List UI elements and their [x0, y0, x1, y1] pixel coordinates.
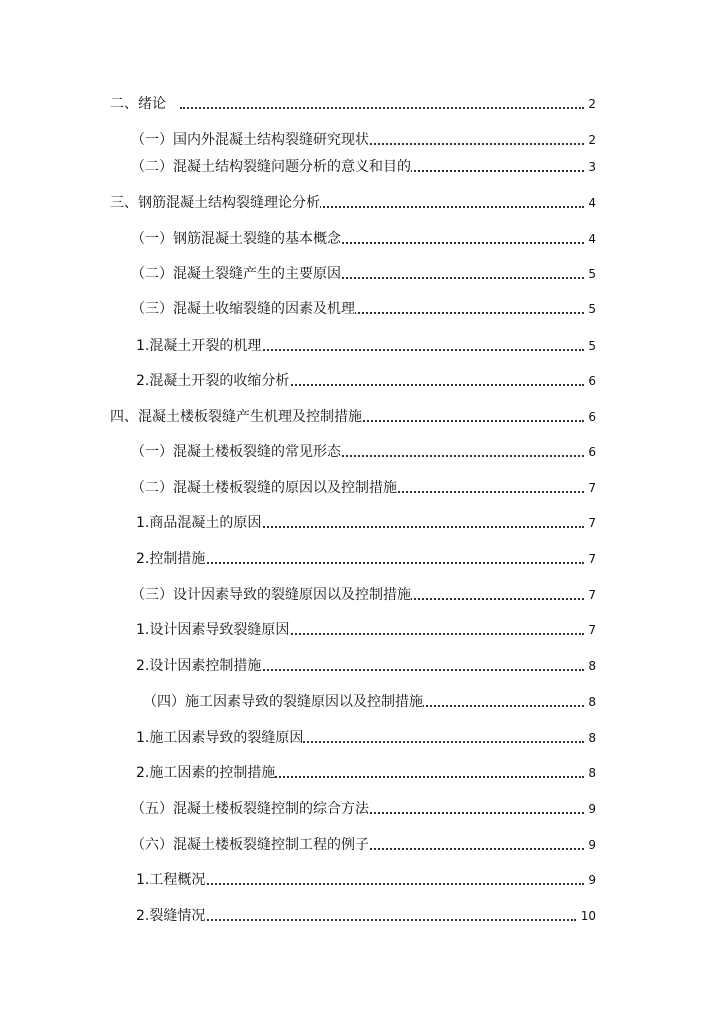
toc-entry-title: 三、钢筋混凝土结构裂缝理论分析: [110, 191, 320, 215]
toc-entry-page: 4: [588, 191, 596, 215]
toc-entry-title: 1.混凝土开裂的机理: [136, 334, 261, 358]
dot-leader: [180, 107, 584, 109]
toc-entry-page: 6: [588, 405, 596, 429]
toc-entry[interactable]: [0, 690, 724, 714]
toc-entry[interactable]: [0, 761, 724, 785]
toc-entry-title: 1.设计因素导致裂缝原因: [136, 618, 289, 642]
toc-entry-page: 8: [588, 690, 596, 714]
dot-leader: [200, 562, 584, 564]
toc-entry-title: （五）混凝土楼板裂缝控制的综合方法: [131, 797, 369, 821]
toc-entry-page: 9: [588, 797, 596, 821]
toc-entry-page: 5: [588, 297, 596, 321]
toc-entry-title: 二、绪论: [110, 92, 166, 116]
toc-entry-title: （一）混凝土楼板裂缝的常见形态: [131, 440, 341, 464]
toc-entry[interactable]: [0, 833, 724, 857]
dot-leader: [200, 919, 576, 921]
toc-entry[interactable]: [0, 726, 724, 750]
toc-entry-page: 7: [588, 476, 596, 500]
toc-entry-title: 2.裂缝情况: [136, 904, 205, 928]
toc-entry-title: 2.控制措施: [136, 547, 205, 571]
toc-entry-page: 8: [588, 726, 596, 750]
toc-entry[interactable]: [0, 547, 724, 571]
toc-entry-page: 7: [588, 618, 596, 642]
toc-entry-page: 10: [581, 904, 596, 928]
toc-entry-page: 2: [588, 128, 596, 152]
toc-entry[interactable]: [0, 155, 724, 179]
toc-entry-page: 7: [588, 583, 596, 607]
toc-entry-title: （二）混凝土裂缝产生的主要原因: [131, 262, 341, 286]
toc-entry-title: （一）钢筋混凝土裂缝的基本概念: [131, 227, 341, 251]
toc-entry-page: 6: [588, 440, 596, 464]
toc-entry-title: 2.设计因素控制措施: [136, 654, 261, 678]
toc-entry-page: 5: [588, 262, 596, 286]
toc-entry[interactable]: [0, 797, 724, 821]
toc-entry-page: 2: [588, 92, 596, 116]
toc-entry-title: （二）混凝土楼板裂缝的原因以及控制措施: [131, 476, 397, 500]
toc-entry-page: 9: [588, 868, 596, 892]
toc-entry-title: 1.商品混凝土的原因: [136, 511, 261, 535]
toc-entry[interactable]: [0, 618, 724, 642]
toc-entry-page: 6: [588, 369, 596, 393]
toc-entry[interactable]: [0, 654, 724, 678]
toc-entry-page: 4: [588, 227, 596, 251]
toc-entry[interactable]: [0, 476, 724, 500]
toc-entry-title: 2.施工因素的控制措施: [136, 761, 275, 785]
toc-entry[interactable]: [0, 334, 724, 358]
toc-entry-title: 1.施工因素导致的裂缝原因: [136, 726, 303, 750]
toc-entry-title: （二）混凝土结构裂缝问题分析的意义和目的: [131, 155, 411, 179]
toc-entry[interactable]: [0, 297, 724, 321]
toc-entry-page: 8: [588, 654, 596, 678]
toc-entry-title: 1.工程概况: [136, 868, 205, 892]
toc-entry-page: 8: [588, 761, 596, 785]
toc-entry-title: （六）混凝土楼板裂缝控制工程的例子: [131, 833, 369, 857]
toc-entry[interactable]: [0, 227, 724, 251]
toc-entry-title: 2.混凝土开裂的收缩分析: [136, 369, 289, 393]
toc-entry-page: 9: [588, 833, 596, 857]
toc-entry[interactable]: [0, 262, 724, 286]
toc-entry-page: 5: [588, 334, 596, 358]
toc-entry-title: （三）混凝土收缩裂缝的因素及机理: [131, 297, 355, 321]
toc-entry[interactable]: [0, 868, 724, 892]
toc-entry-page: 7: [588, 547, 596, 571]
toc-entry-title: 四、混凝土楼板裂缝产生机理及控制措施: [110, 405, 362, 429]
toc-entry[interactable]: [0, 440, 724, 464]
toc-entry[interactable]: [0, 128, 724, 152]
toc-entry[interactable]: [0, 92, 724, 116]
toc-entry[interactable]: [0, 405, 724, 429]
toc-entry-page: 7: [588, 511, 596, 535]
toc-entry[interactable]: [0, 191, 724, 215]
toc-entry-title: （三）设计因素导致的裂缝原因以及控制措施: [131, 583, 411, 607]
dot-leader: [200, 883, 584, 885]
toc-entry-title: （一）国内外混凝土结构裂缝研究现状: [131, 128, 369, 152]
toc-entry[interactable]: [0, 904, 724, 928]
toc-entry-page: 3: [588, 155, 596, 179]
toc-entry[interactable]: [0, 369, 724, 393]
toc-entry-title: （四）施工因素导致的裂缝原因以及控制措施: [143, 690, 423, 714]
toc-entry[interactable]: [0, 511, 724, 535]
toc-entry[interactable]: [0, 583, 724, 607]
